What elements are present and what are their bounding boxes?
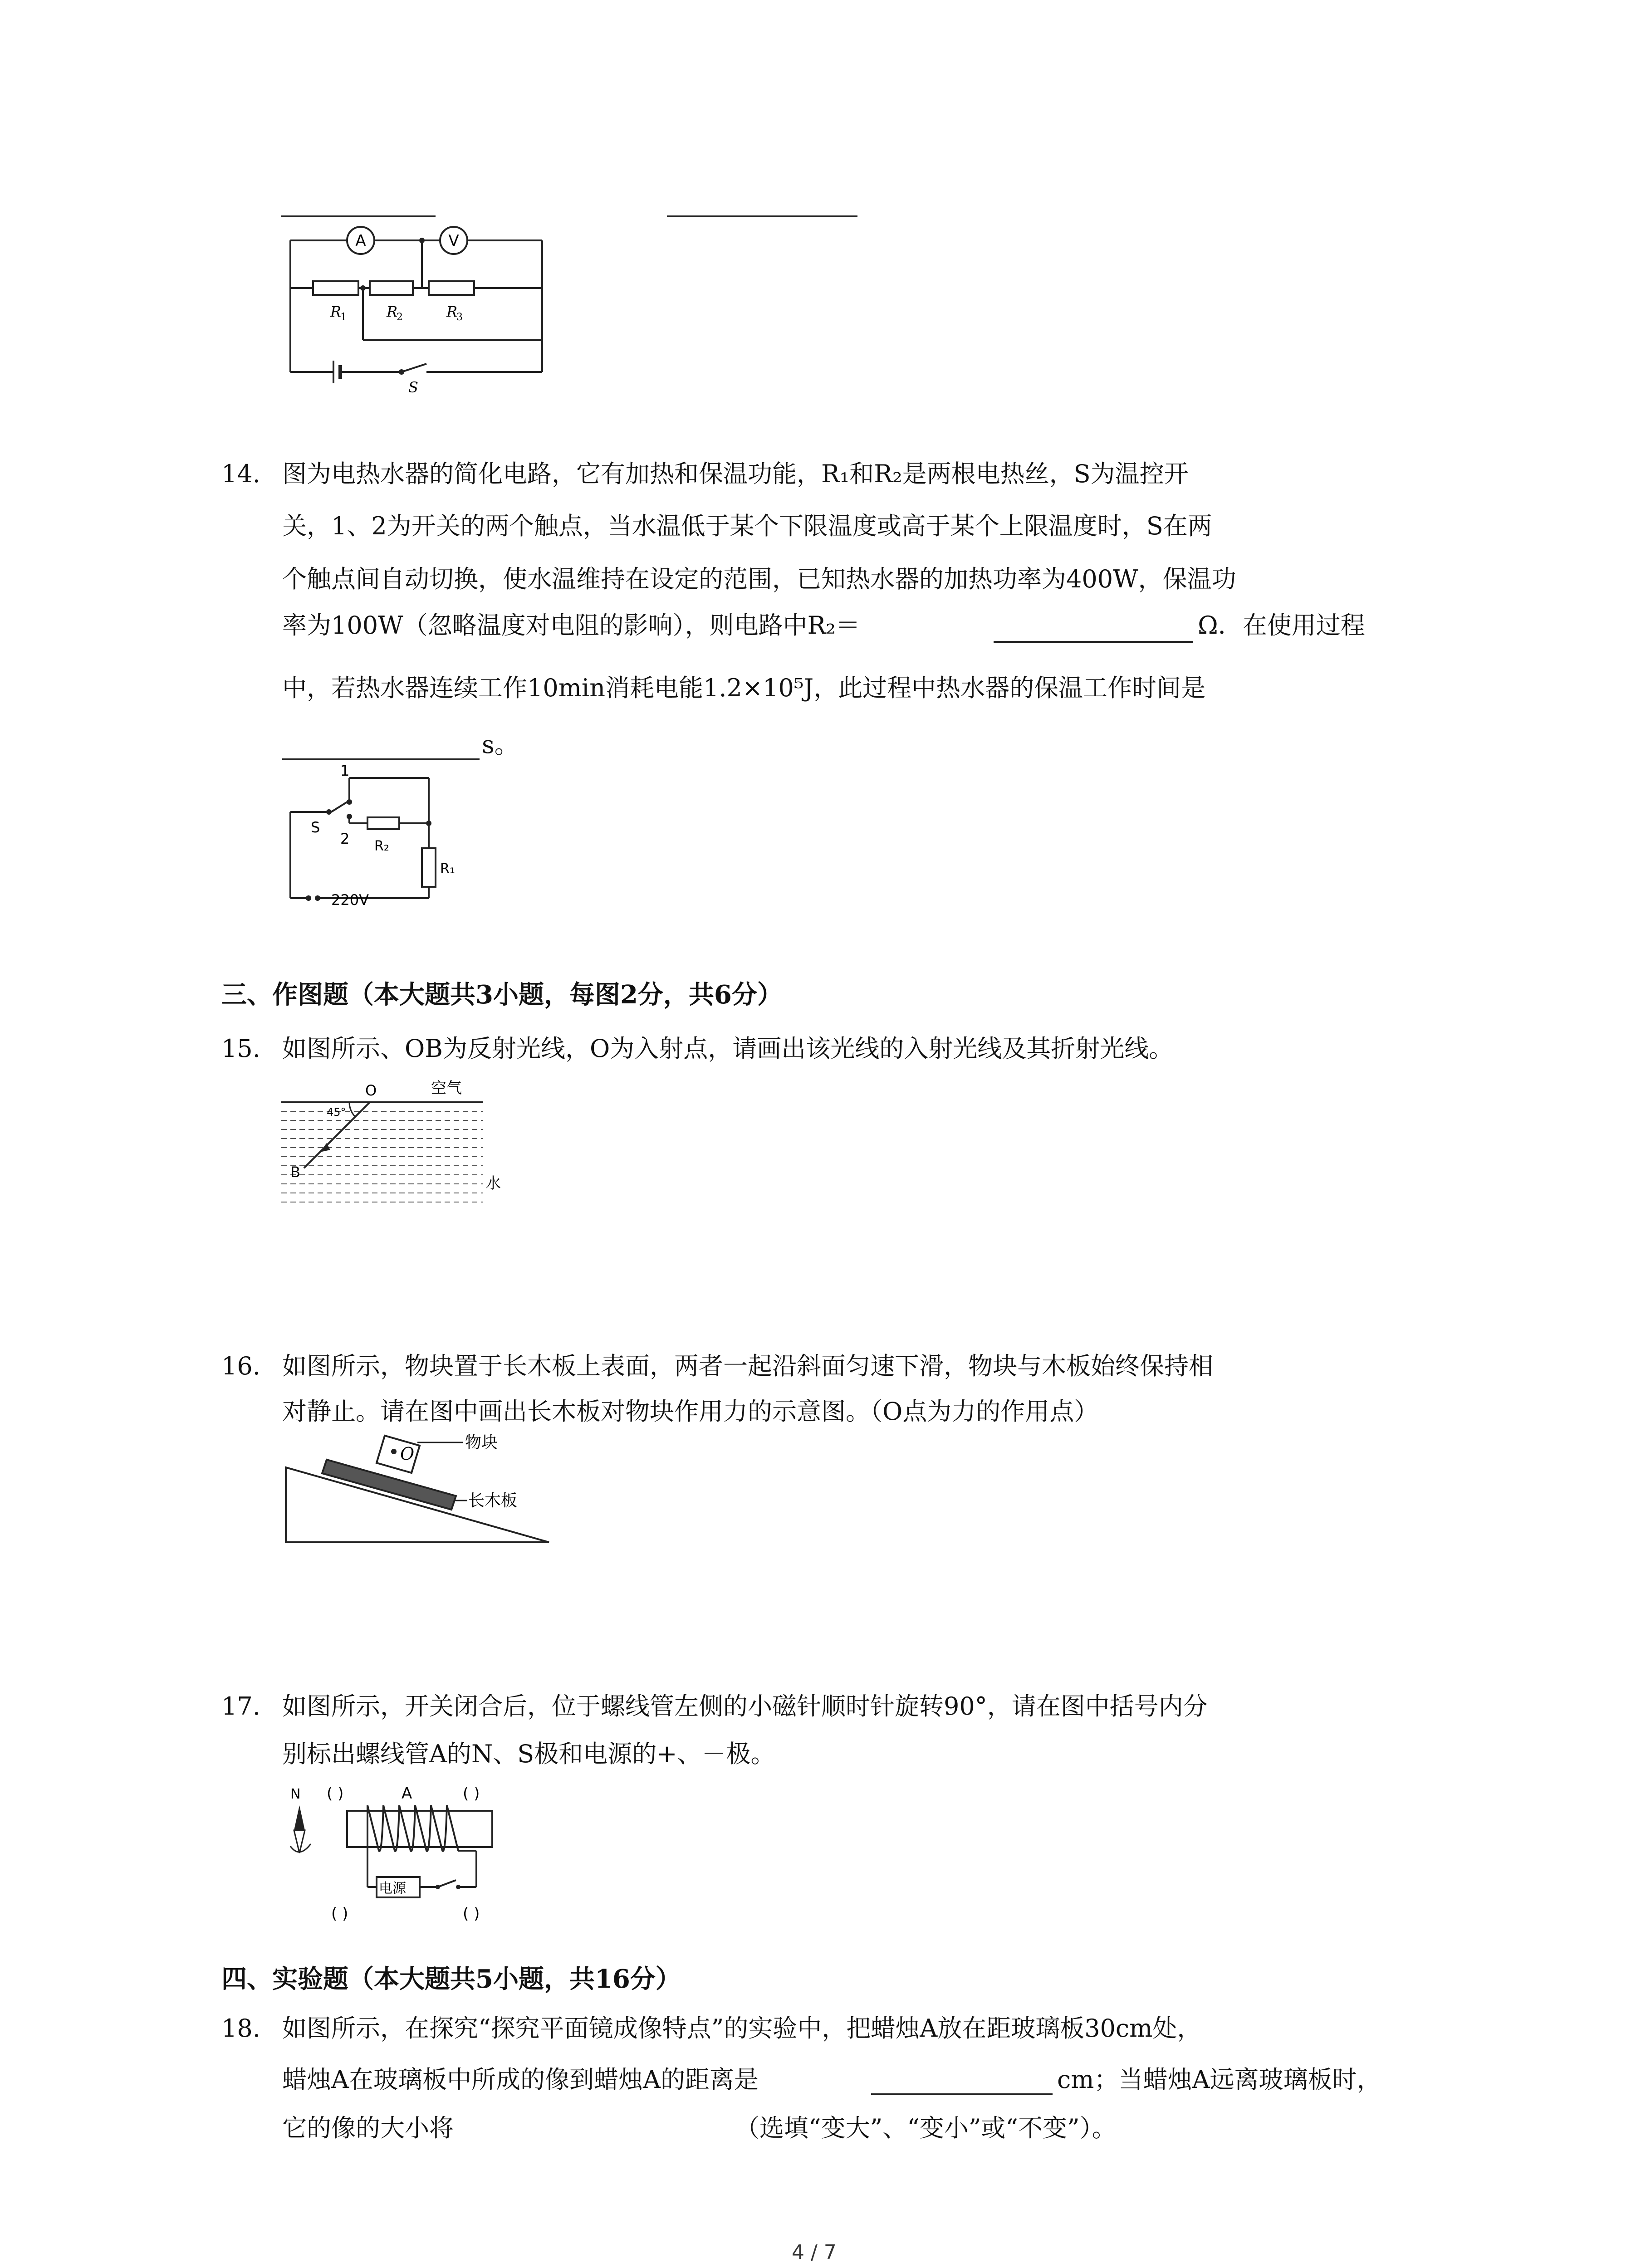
r3-sub: 3 — [456, 312, 463, 323]
point-o-label: O — [400, 1444, 415, 1464]
page-number: 4 / 7 — [792, 2241, 837, 2264]
r2-label: R — [387, 303, 398, 320]
q14-line1: 图为电热水器的简化电路，它有加热和保温功能，R₁和R₂是两根电热丝，S为温控开 — [282, 459, 1189, 488]
q18-line3b: （选填“变大”、“变小”或“不变”）。 — [735, 2114, 1117, 2142]
switch-label: S — [408, 379, 418, 396]
water-label: 水 — [485, 1174, 501, 1193]
r2-label: R₂ — [374, 838, 389, 854]
switch-label: S — [311, 819, 320, 836]
q14-line3: 个触点间自动切换，使水温维持在设定的范围，已知热水器的加热功率为400W，保温功 — [282, 565, 1236, 593]
question-number: 15. — [221, 1034, 260, 1063]
section-title: 三、作图题（本大题共3小题，每图2分，共6分） — [221, 980, 783, 1010]
q16-incline-diagram — [281, 1433, 572, 1551]
q14-line4b: Ω．在使用过程 — [1198, 611, 1365, 640]
answer-blank-r2 — [994, 641, 1193, 643]
answer-blank-time — [282, 758, 480, 760]
q13-circuit-diagram — [272, 218, 554, 399]
point-o-label: O — [365, 1082, 377, 1099]
q17-solenoid-diagram — [281, 1778, 563, 1932]
q15-light-diagram — [281, 1080, 535, 1211]
section-title: 四、实验题（本大题共5小题，共16分） — [221, 1964, 681, 1994]
power-source-label: 电源 — [379, 1881, 406, 1897]
question-number: 14. — [221, 459, 260, 488]
answer-blank — [667, 215, 857, 217]
ammeter-label: A — [355, 232, 366, 250]
voltmeter-label: V — [448, 232, 459, 250]
q14-line2: 关，1、2为开关的两个触点，当水温低于某个下限温度或高于某个上限温度时，S在两 — [282, 512, 1212, 540]
q17-line2: 别标出螺线管A的N、S极和电源的+、－极。 — [282, 1740, 775, 1768]
paren-left-top: ( ) — [327, 1784, 344, 1803]
angle-label: 45° — [327, 1106, 346, 1119]
q14-line5: 中，若热水器连续工作10min消耗电能1.2×10⁵J，此过程中热水器的保温工作时间是 — [282, 674, 1206, 702]
paren-right-bottom: ( ) — [463, 1905, 480, 1923]
north-label: N — [290, 1786, 301, 1802]
question-number: 18. — [221, 2014, 260, 2043]
r3-label: R — [446, 303, 458, 320]
q14-circuit-diagram — [272, 762, 463, 912]
q15-text: 如图所示、OB为反射光线，O为入射点，请画出该光线的入射光线及其折射光线。 — [282, 1034, 1174, 1063]
q14-line4a: 率为100W（忽略温度对电阻的影响），则电路中R₂＝ — [282, 611, 860, 640]
q14-line6: s。 — [482, 730, 519, 759]
air-label: 空气 — [431, 1079, 462, 1097]
question-number: 16. — [221, 1352, 260, 1380]
block-label: 物块 — [465, 1433, 498, 1452]
question-number: 17. — [221, 1692, 260, 1721]
answer-blank — [281, 215, 436, 217]
solenoid-a-label: A — [402, 1784, 412, 1803]
voltage-label: 220V — [331, 891, 369, 909]
point-b-label: B — [290, 1163, 300, 1181]
answer-blank-distance — [871, 2093, 1053, 2095]
paren-left-bottom: ( ) — [331, 1905, 348, 1923]
q18-line2b: cm；当蜡烛A远离玻璃板时， — [1057, 2065, 1381, 2094]
q16-line2: 对静止。请在图中画出长木板对物块作用力的示意图。（O点为力的作用点） — [282, 1397, 1099, 1426]
q18-line1: 如图所示，在探究“探究平面镜成像特点”的实验中，把蜡烛A放在距玻璃板30cm处， — [282, 2014, 1202, 2043]
r1-label: R — [330, 303, 342, 320]
q18-line2a: 蜡烛A在玻璃板中所成的像到蜡烛A的距离是 — [282, 2065, 759, 2094]
q16-line1: 如图所示，物块置于长木板上表面，两者一起沿斜面匀速下滑，物块与木板始终保持相 — [282, 1352, 1213, 1380]
paren-right-top: ( ) — [463, 1784, 480, 1803]
r1-label: R₁ — [440, 861, 455, 877]
r1-sub: 1 — [340, 312, 347, 323]
q17-line1: 如图所示，开关闭合后，位于螺线管左侧的小磁针顺时针旋转90°，请在图中括号内分 — [282, 1692, 1208, 1721]
q18-line3a: 它的像的大小将 — [282, 2114, 454, 2142]
board-label: 长木板 — [468, 1491, 518, 1510]
contact-1-label: 1 — [340, 762, 350, 779]
r2-sub: 2 — [397, 312, 403, 323]
contact-2-label: 2 — [340, 830, 350, 847]
